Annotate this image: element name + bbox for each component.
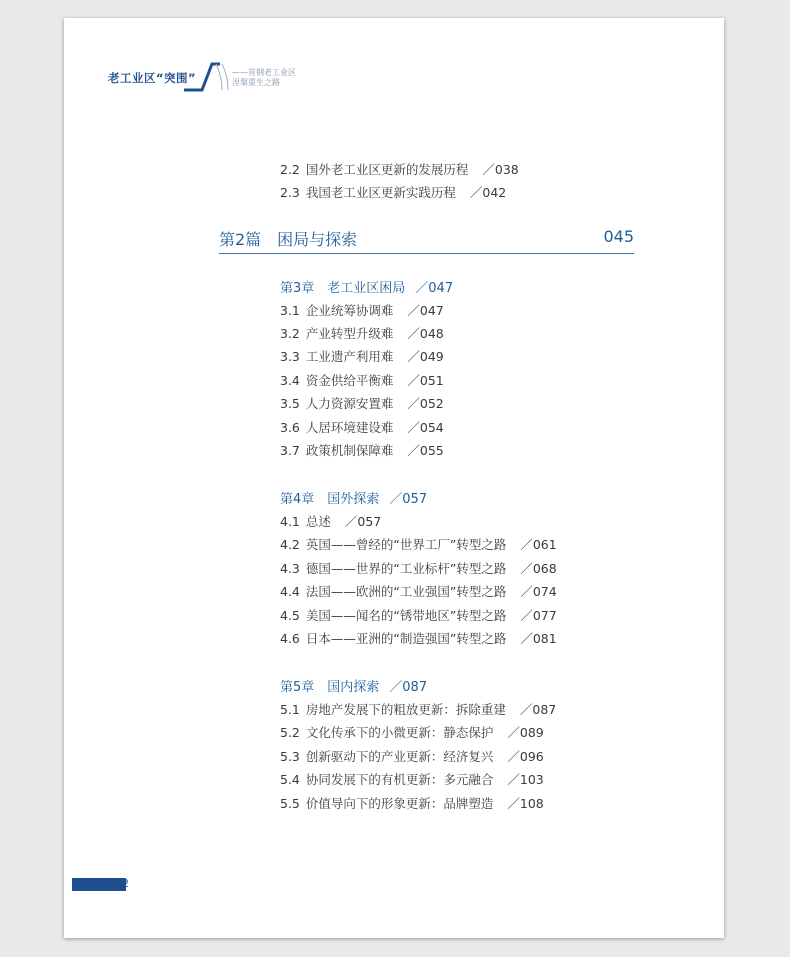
chapter-page: ／057 [389, 492, 428, 507]
chapter-page: ／087 [389, 680, 428, 695]
entry-number: 5.2 [280, 725, 300, 740]
entry-title: 工业遗产利用难 [305, 349, 394, 364]
entry-title: 国外老工业区更新的发展历程 [305, 162, 469, 177]
entry-title: 企业统筹协调难 [305, 303, 394, 318]
toc-entry[interactable] [280, 606, 557, 624]
entry-page: ／068 [520, 561, 557, 576]
entry-number: 3.7 [280, 443, 300, 458]
entry-page: ／042 [469, 185, 507, 200]
entry-title: 德国——世界的“工业标杆”转型之路 [305, 561, 507, 576]
entry-title: 人居环境建设难 [305, 420, 394, 435]
toc-entry[interactable] [280, 183, 506, 201]
entry-page: ／077 [520, 608, 557, 623]
entry-title: 法国——欧洲的“工业强国”转型之路 [305, 584, 507, 599]
entry-number: 3.6 [280, 420, 300, 435]
entry-number: 5.5 [280, 796, 300, 811]
entry-page: ／038 [482, 162, 519, 177]
subtitle-line-1: ——首钢老工业区 [232, 68, 296, 77]
chapter-label: 第5章 国内探索 [280, 680, 380, 695]
entry-number: 5.1 [280, 702, 300, 717]
chapter-label: 第4章 国外探索 [280, 492, 380, 507]
entry-page: ／047 [407, 303, 444, 318]
entry-title: 人力资源安置难 [305, 396, 394, 411]
chapter-heading[interactable] [280, 277, 453, 296]
toc-entry[interactable] [280, 394, 444, 412]
entry-title: 政策机制保障难 [305, 443, 394, 458]
entry-title: 价值导向下的形象更新：品牌塑造 [305, 796, 494, 811]
toc-entry[interactable] [280, 512, 381, 530]
entry-page: ／051 [407, 373, 444, 388]
toc-entry[interactable] [280, 629, 557, 647]
toc-entry[interactable] [280, 747, 544, 765]
entry-number: 4.1 [280, 514, 300, 529]
toc-entry[interactable] [280, 301, 444, 319]
entry-title: 房地产发展下的粗放更新：拆除重建 [305, 702, 506, 717]
entry-number: 3.3 [280, 349, 300, 364]
toc-entry[interactable] [280, 371, 444, 389]
entry-number: 4.4 [280, 584, 300, 599]
entry-number: 3.1 [280, 303, 300, 318]
part-page: 045 [603, 227, 634, 246]
entry-page: ／055 [407, 443, 444, 458]
entry-number: 3.5 [280, 396, 300, 411]
entry-page: ／108 [507, 796, 544, 811]
entry-number: 3.4 [280, 373, 300, 388]
chapter-label: 第3章 老工业区困局 [280, 281, 406, 296]
entry-title: 我国老工业区更新实践历程 [305, 185, 456, 200]
entry-number: 4.5 [280, 608, 300, 623]
entry-title: 资金供给平衡难 [305, 373, 394, 388]
book-page [64, 18, 724, 938]
entry-number: 3.2 [280, 326, 300, 341]
toc-entry[interactable] [280, 559, 557, 577]
toc-entry[interactable] [280, 160, 519, 178]
entry-title: 英国——曾经的“世界工厂”转型之路 [305, 537, 507, 552]
chapter-heading[interactable] [280, 488, 427, 507]
entry-page: ／057 [344, 514, 382, 529]
entry-number: 2.3 [280, 185, 300, 200]
entry-title: 创新驱动下的产业更新：经济复兴 [305, 749, 494, 764]
entry-page: ／048 [407, 326, 444, 341]
entry-number: 2.2 [280, 162, 300, 177]
entry-number: 5.4 [280, 772, 300, 787]
entry-page: ／061 [520, 537, 557, 552]
entry-page: ／081 [520, 631, 557, 646]
entry-title: 协同发展下的有机更新：多元融合 [305, 772, 494, 787]
entry-number: 4.2 [280, 537, 300, 552]
entry-number: 4.6 [280, 631, 300, 646]
toc-entry[interactable] [280, 535, 557, 553]
subtitle-line-2: 涅槃重生之路 [232, 78, 280, 87]
entry-title: 总述 [305, 514, 331, 529]
toc-entry[interactable] [280, 794, 544, 812]
running-header-subtitle [232, 68, 296, 88]
chapter-page: ／047 [415, 281, 454, 296]
toc-entry[interactable] [280, 700, 556, 718]
toc-entry[interactable] [280, 723, 544, 741]
toc-entry[interactable] [280, 324, 444, 342]
running-header-title: 老工业区“突围” [108, 71, 197, 85]
entry-title: 文化传承下的小微更新：静态保护 [305, 725, 494, 740]
entry-number: 5.3 [280, 749, 300, 764]
entry-page: ／096 [507, 749, 544, 764]
part-label: 第2篇 困局与探索 [219, 230, 358, 249]
entry-number: 4.3 [280, 561, 300, 576]
toc-entry[interactable] [280, 347, 444, 365]
entry-page: ／103 [507, 772, 544, 787]
toc-entry[interactable] [280, 441, 444, 459]
part-heading[interactable] [219, 225, 634, 254]
toc-entry[interactable] [280, 582, 557, 600]
entry-page: ／074 [520, 584, 557, 599]
chapter-heading[interactable] [280, 676, 427, 695]
entry-page: ／089 [507, 725, 544, 740]
entry-page: ／054 [407, 420, 444, 435]
toc-entry[interactable] [280, 770, 544, 788]
entry-title: 美国——闻名的“锈带地区”转型之路 [305, 608, 507, 623]
entry-page: ／052 [407, 396, 444, 411]
entry-page: ／049 [407, 349, 444, 364]
entry-page: ／087 [519, 702, 557, 717]
header-decoration-icon [182, 62, 230, 92]
toc-entry[interactable] [280, 418, 444, 436]
entry-title: 日本——亚洲的“制造强国”转型之路 [305, 631, 507, 646]
page-number: 12 [115, 877, 129, 890]
entry-title: 产业转型升级难 [305, 326, 394, 341]
